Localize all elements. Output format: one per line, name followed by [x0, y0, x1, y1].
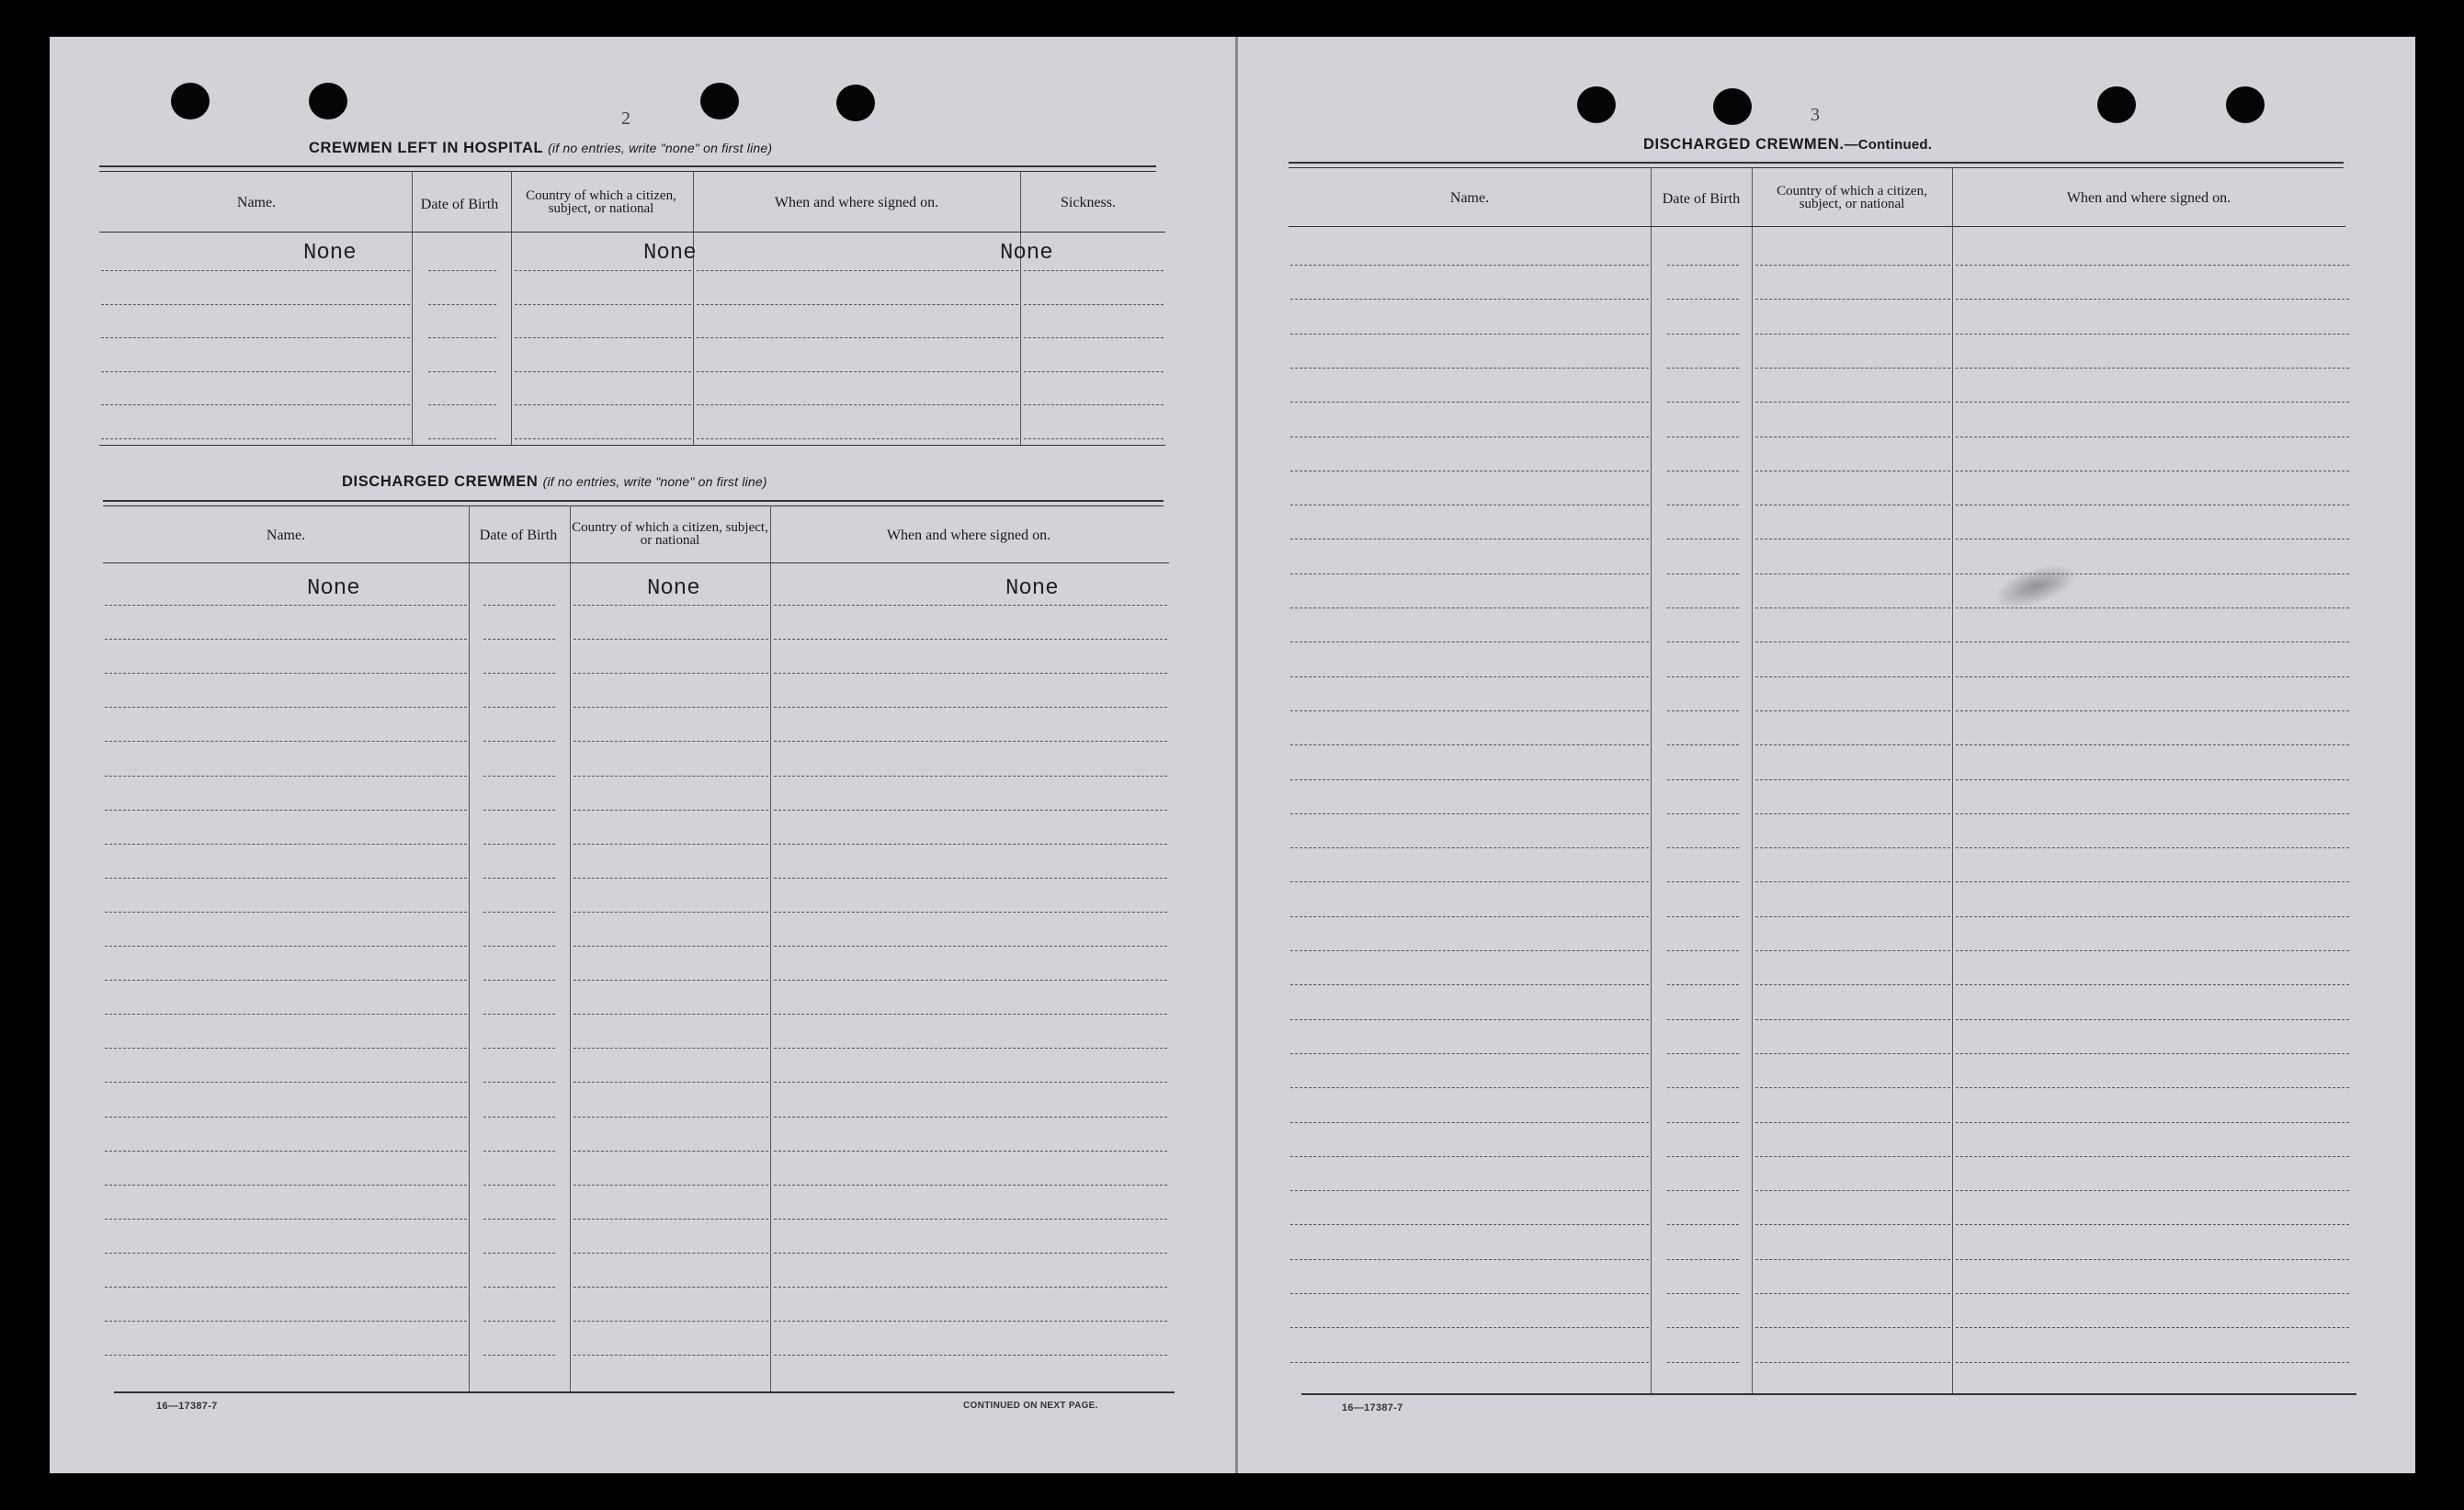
ruled-line [1755, 1293, 1950, 1294]
ruled-line [1956, 265, 2349, 266]
ruled-line [483, 605, 555, 606]
hospital-table-title: CREWMEN LEFT IN HOSPITAL (if no entries, write "none" on first line) [309, 140, 773, 156]
ruled-line [483, 1253, 555, 1254]
ruled-line [105, 1151, 467, 1152]
rule [99, 445, 1165, 446]
ruled-line [1755, 641, 1950, 642]
ruled-line [1755, 299, 1950, 300]
ruled-line [573, 1082, 768, 1083]
ruled-line [573, 1048, 768, 1049]
entry-name: None [303, 241, 357, 266]
ruled-line [483, 673, 555, 674]
ruled-line [105, 741, 467, 742]
ruled-line [1290, 299, 1649, 300]
ruled-line [1755, 710, 1950, 711]
ruled-line [1290, 984, 1649, 985]
ruled-line [1290, 265, 1649, 266]
column-header-dob: Date of Birth [420, 196, 499, 212]
ruled-line [1667, 402, 1739, 403]
ruled-line [1290, 1053, 1649, 1054]
ruled-line [1667, 676, 1739, 677]
ruled-line [697, 404, 1018, 405]
ruled-line [483, 741, 555, 742]
ruled-line [1956, 607, 2349, 608]
ruled-line [1755, 1327, 1950, 1328]
ruled-line [1290, 916, 1649, 917]
ruled-line [573, 878, 768, 879]
ruled-line [483, 1287, 555, 1288]
ruled-line [1667, 334, 1739, 335]
ruled-line [774, 912, 1167, 913]
ruled-line [105, 946, 467, 947]
ruled-line [1755, 1156, 1950, 1157]
ruled-line [105, 810, 467, 811]
ruled-line [1755, 881, 1950, 882]
column-divider [1651, 167, 1652, 1395]
ruled-line [1290, 1259, 1649, 1260]
rule [103, 562, 1169, 563]
ruled-line [483, 1048, 555, 1049]
ruled-line [1956, 916, 2349, 917]
ruled-line [1755, 265, 1950, 266]
ruled-line [1667, 1327, 1739, 1328]
ruled-line [697, 304, 1018, 305]
ruled-line [1755, 368, 1950, 369]
ruled-line [483, 844, 555, 845]
ruled-line [105, 1014, 467, 1015]
ruled-line [1667, 265, 1739, 266]
ruled-line [1956, 368, 2349, 369]
punch-hole [700, 83, 739, 119]
ruled-line [1024, 337, 1164, 338]
column-divider [1752, 167, 1753, 1395]
ruled-line [774, 707, 1167, 708]
ruled-line [1667, 368, 1739, 369]
ruled-line [428, 404, 496, 405]
ruled-line [1667, 1019, 1739, 1020]
punch-hole [1577, 86, 1616, 123]
ruled-line [774, 741, 1167, 742]
ruled-line [1667, 573, 1739, 574]
ruled-line [1755, 607, 1950, 608]
ruled-line [1956, 1087, 2349, 1088]
ruled-line [483, 1082, 555, 1083]
ruled-line [1290, 676, 1649, 677]
ruled-line [774, 605, 1167, 606]
ruled-line [1667, 813, 1739, 814]
ruled-line [1667, 1259, 1739, 1260]
ruled-line [1024, 270, 1164, 271]
ruled-line [105, 1082, 467, 1083]
ruled-line [1956, 334, 2349, 335]
ruled-line [515, 270, 691, 271]
punch-hole [836, 85, 875, 121]
ruled-line [483, 1014, 555, 1015]
ruled-line [1667, 641, 1739, 642]
ruled-line [1290, 573, 1649, 574]
ruled-line [1956, 813, 2349, 814]
ruled-line [573, 1355, 768, 1356]
column-header-country: Country of which a citizen, subject, or national [526, 188, 676, 216]
ruled-line [1667, 1053, 1739, 1054]
ruled-line [1667, 1190, 1739, 1191]
ruled-line [1755, 1190, 1950, 1191]
ruled-line [1290, 1224, 1649, 1225]
ruled-line [573, 1219, 768, 1220]
ruled-line [774, 1287, 1167, 1288]
rule [99, 232, 1165, 233]
ruled-line [105, 1321, 467, 1322]
ruled-line [483, 1219, 555, 1220]
rule [1289, 226, 2345, 227]
ruled-line [483, 946, 555, 947]
ruled-line [101, 438, 410, 439]
ruled-line [774, 1355, 1167, 1356]
ruled-line [101, 371, 410, 372]
ruled-line [1956, 1362, 2349, 1363]
ruled-line [483, 1185, 555, 1186]
ruled-line [105, 776, 467, 777]
ruled-line [1290, 950, 1649, 951]
ruled-line [697, 337, 1018, 338]
ruled-line [774, 1253, 1167, 1254]
ruled-line [483, 810, 555, 811]
ruled-line [774, 1014, 1167, 1015]
ruled-line [1667, 881, 1739, 882]
ruled-line [1290, 1190, 1649, 1191]
ruled-line [1755, 779, 1950, 780]
column-header-signed: When and where signed on. [2066, 189, 2231, 206]
column-divider [570, 505, 571, 1393]
ruled-line [774, 810, 1167, 811]
ruled-line [428, 270, 496, 271]
ruled-line [1667, 1224, 1739, 1225]
form-number: 16—17387-7 [156, 1401, 218, 1412]
ruled-line [1290, 710, 1649, 711]
ruled-line [483, 1117, 555, 1118]
ruled-line [573, 810, 768, 811]
ruled-line [1755, 1087, 1950, 1088]
ruled-line [105, 878, 467, 879]
column-header-sickness: Sickness. [1061, 194, 1116, 210]
punch-hole [2097, 86, 2136, 123]
ruled-line [573, 776, 768, 777]
ruled-line [573, 1151, 768, 1152]
rule [1301, 1393, 2356, 1395]
column-header-country: Country of which a citizen, subject, or national [1777, 184, 1927, 211]
ruled-line [774, 639, 1167, 640]
column-divider [1020, 171, 1021, 445]
ruled-line [1755, 813, 1950, 814]
ruled-line [573, 1321, 768, 1322]
ruled-line [105, 1287, 467, 1288]
ruled-line [573, 673, 768, 674]
column-header-dob: Date of Birth [479, 527, 558, 543]
ruled-line [105, 1355, 467, 1356]
ruled-line [1290, 1019, 1649, 1020]
ruled-line [1755, 1362, 1950, 1363]
ruled-line [515, 371, 691, 372]
ruled-line [1667, 779, 1739, 780]
ruled-line [1667, 1087, 1739, 1088]
ruled-line [1755, 1224, 1950, 1225]
entry-signed: None [1005, 576, 1059, 601]
column-header-signed: When and where signed on. [774, 194, 939, 210]
ruled-line [428, 371, 496, 372]
ruled-line [1290, 744, 1649, 745]
ruled-line [1667, 1156, 1739, 1157]
ruled-line [1290, 847, 1649, 848]
entry-name: None [307, 576, 360, 601]
ruled-line [483, 912, 555, 913]
ruled-line [573, 844, 768, 845]
ruled-line [573, 707, 768, 708]
ruled-line [1667, 916, 1739, 917]
ruled-line [697, 371, 1018, 372]
ruled-line [105, 1117, 467, 1118]
ruled-line [1667, 1293, 1739, 1294]
column-divider [693, 171, 694, 445]
punch-hole [309, 83, 347, 119]
ruled-line [1755, 573, 1950, 574]
ruled-line [1667, 744, 1739, 745]
ruled-line [573, 1117, 768, 1118]
ruled-line [1667, 710, 1739, 711]
ruled-line [515, 337, 691, 338]
column-divider [1952, 167, 1953, 1395]
ruled-line [1755, 1019, 1950, 1020]
ruled-line [1956, 1190, 2349, 1191]
ruled-line [1956, 1053, 2349, 1054]
ruled-line [1956, 573, 2349, 574]
ruled-line [573, 605, 768, 606]
ruled-line [774, 980, 1167, 981]
ruled-line [1667, 950, 1739, 951]
ruled-line [101, 270, 410, 271]
ruled-line [483, 1321, 555, 1322]
ruled-line [1956, 676, 2349, 677]
ruled-line [1956, 1259, 2349, 1260]
ruled-line [1755, 950, 1950, 951]
ruled-line [105, 1219, 467, 1220]
ruled-line [1956, 1293, 2349, 1294]
ruled-line [1290, 1362, 1649, 1363]
ruled-line [1290, 1156, 1649, 1157]
rule [99, 171, 1156, 172]
ruled-line [1667, 1362, 1739, 1363]
ruled-line [105, 1253, 467, 1254]
ruled-line [483, 980, 555, 981]
page-number: 2 [621, 108, 630, 129]
rule [114, 1391, 1175, 1393]
ruled-line [483, 707, 555, 708]
ruled-line [774, 1082, 1167, 1083]
ruled-line [1290, 1327, 1649, 1328]
ruled-line [1755, 744, 1950, 745]
ruled-line [428, 438, 496, 439]
ruled-line [515, 304, 691, 305]
right-table-title: DISCHARGED CREWMEN.—Continued. [1643, 136, 1933, 153]
ruled-line [1290, 607, 1649, 608]
punch-hole [2226, 86, 2265, 123]
ruled-line [573, 741, 768, 742]
ruled-line [515, 404, 691, 405]
ruled-line [1667, 607, 1739, 608]
ruled-line [1290, 334, 1649, 335]
page-number: 3 [1811, 105, 1820, 125]
ruled-line [483, 639, 555, 640]
ruled-line [101, 404, 410, 405]
ruled-line [1956, 1019, 2349, 1020]
ruled-line [774, 844, 1167, 845]
ruled-line [1667, 984, 1739, 985]
ruled-line [105, 673, 467, 674]
ruled-line [573, 946, 768, 947]
ruled-line [1755, 847, 1950, 848]
ruled-line [573, 1253, 768, 1254]
ruled-line [1290, 402, 1649, 403]
ruled-line [1956, 847, 2349, 848]
ruled-line [573, 1185, 768, 1186]
column-divider [511, 171, 512, 445]
continued-note: CONTINUED ON NEXT PAGE. [963, 1401, 1098, 1411]
right-page [1232, 37, 2415, 1473]
ruled-line [1290, 1293, 1649, 1294]
ruled-line [697, 438, 1018, 439]
ruled-line [774, 1219, 1167, 1220]
rule [1289, 167, 2344, 168]
ruled-line [774, 1117, 1167, 1118]
page-gutter [1235, 37, 1238, 1473]
ruled-line [1755, 984, 1950, 985]
punch-hole [1713, 88, 1752, 125]
ruled-line [1956, 1327, 2349, 1328]
ruled-line [101, 337, 410, 338]
ruled-line [774, 1321, 1167, 1322]
ruled-line [1956, 779, 2349, 780]
ruled-line [573, 639, 768, 640]
ruled-line [1755, 402, 1950, 403]
ruled-line [1956, 641, 2349, 642]
ruled-line [697, 270, 1018, 271]
ruled-line [105, 707, 467, 708]
ruled-line [1956, 950, 2349, 951]
ruled-line [1755, 1053, 1950, 1054]
rule [99, 165, 1156, 167]
ruled-line [1956, 881, 2349, 882]
ruled-line [1755, 916, 1950, 917]
ruled-line [1667, 299, 1739, 300]
ruled-line [1956, 744, 2349, 745]
ruled-line [1755, 1122, 1950, 1123]
column-header-signed: When and where signed on. [886, 527, 1051, 543]
ruled-line [483, 1151, 555, 1152]
ruled-line [1290, 1087, 1649, 1088]
ruled-line [573, 1287, 768, 1288]
ruled-line [1024, 371, 1164, 372]
column-header-dob: Date of Birth [1662, 190, 1741, 207]
ruled-line [774, 1151, 1167, 1152]
ruled-line [483, 776, 555, 777]
ruled-line [1956, 299, 2349, 300]
ruled-line [428, 304, 496, 305]
ruled-line [774, 878, 1167, 879]
ruled-line [101, 304, 410, 305]
entry-country: None [647, 576, 700, 601]
ruled-line [105, 912, 467, 913]
ruled-line [1290, 813, 1649, 814]
ruled-line [1024, 304, 1164, 305]
ruled-line [1755, 676, 1950, 677]
ruled-line [515, 438, 691, 439]
ruled-line [1956, 1122, 2349, 1123]
ruled-line [1956, 710, 2349, 711]
ruled-line [774, 946, 1167, 947]
ruled-line [774, 776, 1167, 777]
ruled-line [105, 844, 467, 845]
ruled-line [1956, 984, 2349, 985]
ruled-line [428, 337, 496, 338]
ruled-line [105, 605, 467, 606]
rule [103, 500, 1164, 502]
entry-country: None [643, 241, 697, 266]
ruled-line [483, 1355, 555, 1356]
ruled-line [1290, 779, 1649, 780]
ruled-line [1290, 641, 1649, 642]
rule [103, 505, 1164, 506]
column-divider [770, 505, 771, 1393]
ruled-line [774, 1048, 1167, 1049]
ruled-line [483, 878, 555, 879]
ruled-line [1290, 368, 1649, 369]
ruled-line [1290, 881, 1649, 882]
ruled-line [774, 673, 1167, 674]
ruled-line [1956, 402, 2349, 403]
rule [1289, 162, 2344, 164]
ruled-line [105, 639, 467, 640]
ruled-line [105, 980, 467, 981]
column-divider [469, 505, 470, 1393]
ruled-line [1024, 404, 1164, 405]
ruled-line [573, 980, 768, 981]
ruled-line [1755, 1259, 1950, 1260]
column-header-name: Name. [1449, 189, 1490, 206]
ruled-line [1667, 847, 1739, 848]
column-header-name: Name. [266, 527, 306, 543]
punch-hole [171, 83, 210, 119]
ruled-line [573, 1014, 768, 1015]
column-header-country: Country of which a citizen, subject, or national [572, 520, 768, 548]
column-divider [412, 171, 413, 445]
ruled-line [1667, 1122, 1739, 1123]
ruled-line [1956, 1156, 2349, 1157]
ruled-line [1290, 1122, 1649, 1123]
ruled-line [105, 1048, 467, 1049]
entry-signed: None [1000, 241, 1053, 266]
form-number: 16—17387-7 [1342, 1402, 1403, 1413]
ruled-line [1956, 1224, 2349, 1225]
ruled-line [1755, 334, 1950, 335]
ruled-line [1024, 438, 1164, 439]
discharged-table-title: DISCHARGED CREWMEN (if no entries, write "none" on first line) [342, 473, 767, 490]
ruled-line [573, 912, 768, 913]
ruled-line [105, 1185, 467, 1186]
ruled-line [774, 1185, 1167, 1186]
column-header-name: Name. [236, 194, 277, 210]
